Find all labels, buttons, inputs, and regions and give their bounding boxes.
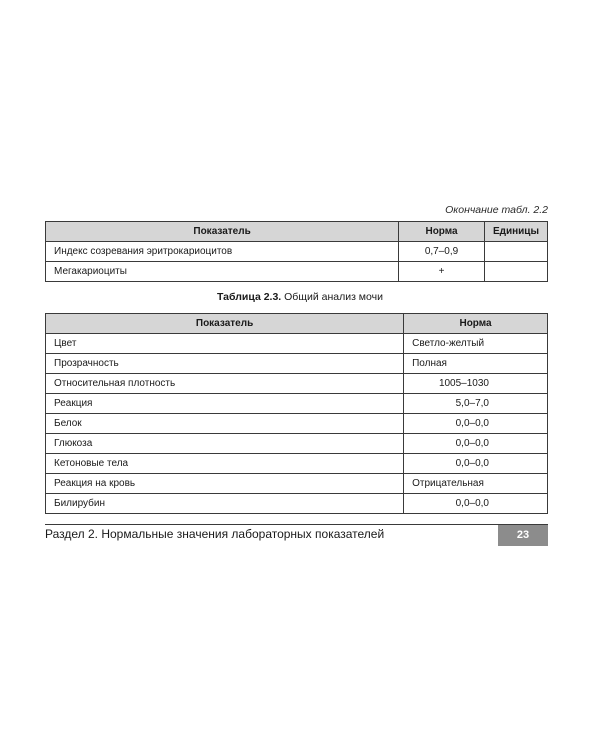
table-row — [46, 394, 548, 414]
table-header-row — [46, 222, 548, 242]
cell-units — [484, 262, 547, 282]
table-continuation-label: Окончание табл. 2.2 — [445, 204, 548, 216]
cell-indicator: Реакция на кровь — [46, 474, 404, 494]
table-row — [46, 434, 548, 454]
table-2-2-continuation — [45, 221, 548, 282]
cell-norm: 5,0–7,0 — [404, 394, 548, 414]
cell-units — [484, 242, 547, 262]
cell-indicator: Реакция — [46, 394, 404, 414]
table-title-text: Общий анализ мочи — [281, 291, 383, 303]
cell-norm: Полная — [404, 354, 548, 374]
cell-norm: Отрицательная — [404, 474, 548, 494]
table-2-3-urinalysis — [45, 313, 548, 514]
footer-section-title: Раздел 2. Нормальные значения лабораторных показателей — [45, 527, 385, 541]
cell-norm: + — [399, 262, 485, 282]
header-units: Единицы — [484, 222, 547, 242]
table-row — [46, 454, 548, 474]
footer-divider — [45, 524, 548, 525]
cell-indicator: Цвет — [46, 334, 404, 354]
cell-indicator: Относительная плотность — [46, 374, 404, 394]
table-2-3-title — [0, 291, 600, 303]
cell-indicator: Кетоновые тела — [46, 454, 404, 474]
table-header-row — [46, 314, 548, 334]
cell-norm: 0,0–0,0 — [404, 454, 548, 474]
cell-norm: 0,0–0,0 — [404, 434, 548, 454]
table-row — [46, 242, 548, 262]
table-row — [46, 494, 548, 514]
cell-indicator: Билирубин — [46, 494, 404, 514]
cell-indicator: Глюкоза — [46, 434, 404, 454]
header-indicator: Показатель — [46, 222, 399, 242]
cell-norm: 0,7–0,9 — [399, 242, 485, 262]
table-row — [46, 262, 548, 282]
table-row — [46, 414, 548, 434]
cell-indicator: Индекс созревания эритрокариоцитов — [46, 242, 399, 262]
table-row — [46, 354, 548, 374]
cell-indicator: Белок — [46, 414, 404, 434]
cell-norm: 0,0–0,0 — [404, 414, 548, 434]
cell-indicator: Прозрачность — [46, 354, 404, 374]
cell-norm: 1005–1030 — [404, 374, 548, 394]
table-title-number: Таблица 2.3. — [217, 291, 282, 303]
page-number-badge: 23 — [498, 525, 548, 546]
table-row — [46, 334, 548, 354]
cell-indicator: Мегакариоциты — [46, 262, 399, 282]
header-norm: Норма — [404, 314, 548, 334]
table-row — [46, 374, 548, 394]
header-norm: Норма — [399, 222, 485, 242]
cell-norm: 0,0–0,0 — [404, 494, 548, 514]
table-row — [46, 474, 548, 494]
cell-norm: Светло-желтый — [404, 334, 548, 354]
header-indicator: Показатель — [46, 314, 404, 334]
